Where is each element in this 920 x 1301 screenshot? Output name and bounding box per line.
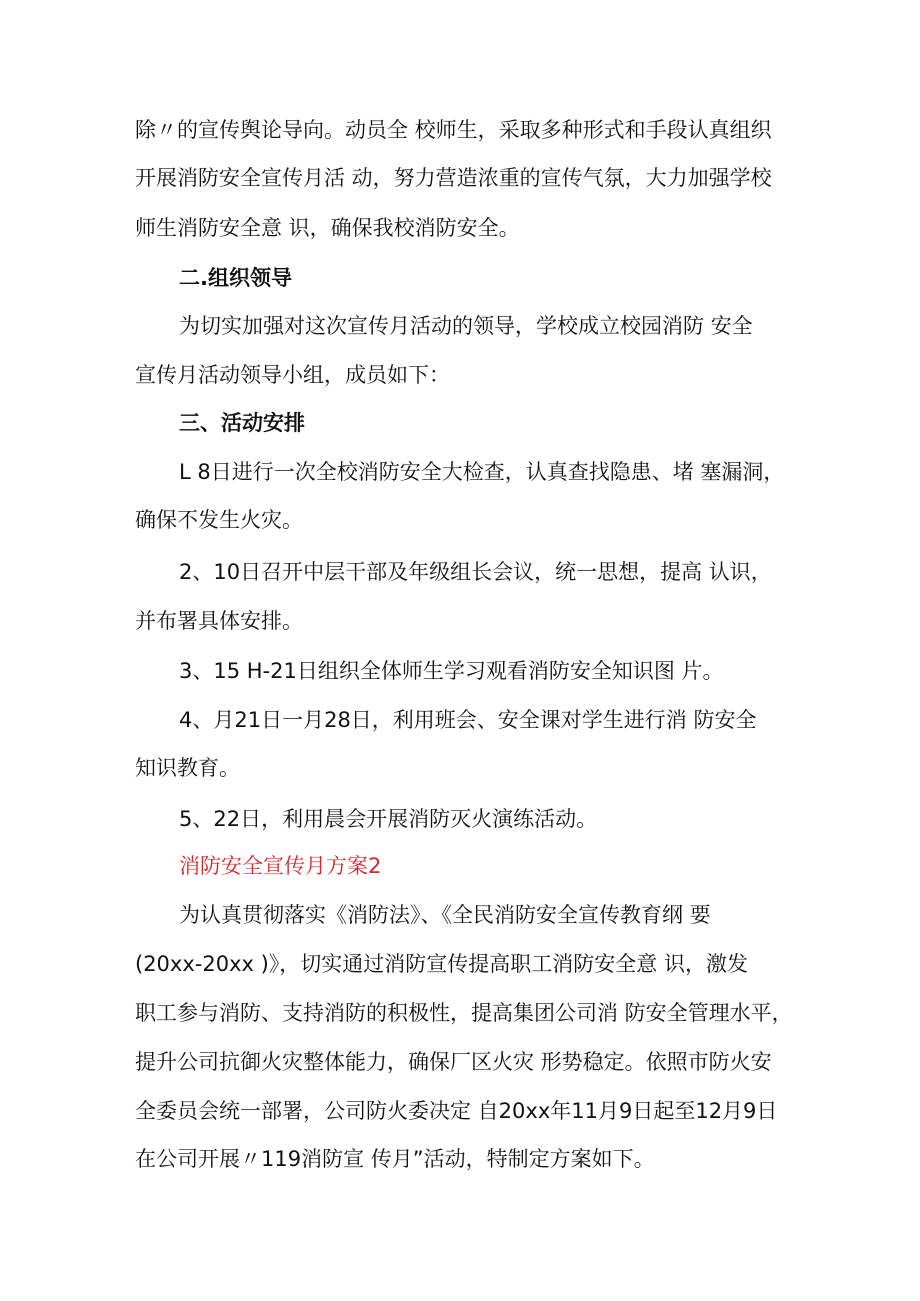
paragraph-line: 全委员会统一部署，公司防火委决定 自20xx年11月9日起至12月9日 (135, 1099, 778, 1123)
paragraph-line: 宣传月活动领导小组，成员如下： (135, 363, 450, 387)
list-item: 2、10日召开中层干部及年级组长会议，统一思想，提高 认识， (179, 560, 772, 584)
paragraph-line: 并布署具体安排。 (135, 609, 303, 633)
paragraph-line: 除〃的宣传舆论导向。动员全 校师生，采取多种形式和手段认真组织 (135, 118, 772, 142)
paragraph-line: 为切实加强对这次宣传月活动的领导，学校成立校园消防 安全 (179, 314, 753, 338)
section-heading-organization: 二.组织领导 (179, 266, 292, 290)
paragraph-line: 为认真贯彻落实《消防法》、《全民消防安全宣传教育纲 要 (179, 903, 711, 927)
paragraph-line: 知识教育。 (135, 756, 240, 780)
list-item: 5、22日，利用晨会开展消防灭火演练活动。 (179, 807, 598, 831)
list-item: 3、15 H-21日组织全体师生学习观看消防安全知识图 片。 (179, 659, 724, 683)
paragraph-line: 提升公司抗御火灾整体能力，确保厂区火灾 形势稳定。依照市防火安 (135, 1050, 772, 1074)
paragraph-line: 开展消防安全宣传月活 动，努力营造浓重的宣传气氛，大力加强学校 (135, 166, 772, 190)
list-item: L 8日进行一次全校消防安全大检查，认真查找隐患、堵 塞漏洞， (179, 460, 785, 484)
paragraph-line: 师生消防安全意 识，确保我校消防安全。 (135, 216, 520, 240)
list-item: 4、月21日一月28日，利用班会、安全课对学生进行消 防安全 (179, 708, 757, 732)
section-heading-activities: 三、活动安排 (179, 411, 305, 435)
paragraph-line: 在公司开展〃119消防宣 传月”活动，特制定方案如下。 (135, 1147, 655, 1171)
paragraph-line: (20xx-20xx )》，切实通过消防宣传提高职工消防安全意 识，激发 (135, 952, 748, 976)
paragraph-line: 职工参与消防、支持消防的积极性，提高集团公司消 防安全管理水平， (135, 1001, 793, 1025)
section-title-red: 消防安全宣传月方案2 (179, 854, 382, 878)
paragraph-line: 确保不发生火灾。 (135, 508, 303, 532)
